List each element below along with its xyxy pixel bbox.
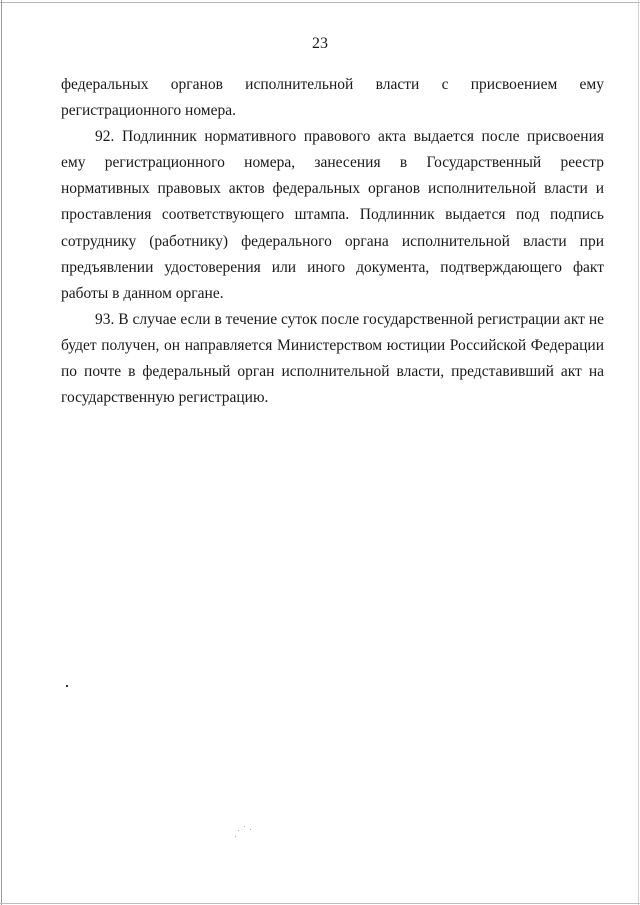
- page-edge-top: [0, 2, 640, 3]
- scan-speck: [238, 830, 239, 831]
- scan-mark-dot: [66, 685, 68, 687]
- paragraph-93: 93. В случае если в течение суток после государственной регистрации акт не будет получен, он направляется Министерством юстиции Российской Федерации по почте в федеральный орган исполнительной власти, представивший акт на государственную регистрацию.: [61, 310, 604, 407]
- document-body: [61, 72, 604, 411]
- paragraph-continuation: федеральных органов исполнительной власти с присвоением ему регистрационного номера.: [61, 76, 604, 120]
- scan-speck: [235, 836, 236, 837]
- page-edge-bottom: [0, 903, 640, 904]
- page-number: 23: [312, 35, 328, 52]
- paragraph-92: 92. Подлинник нормативного правового акта выдается после присвоения ему регистрационного номера, занесения в Государственный реестр нормативных правовых актов федеральных органов исполнительной власти и проставления соответствующего штампа. Подлинник выдается под подпись сотруднику (работнику) федерального органа исполнительной власти при предъявлении удостоверения или иного документа, подтверждающего факт работы в данном органе.: [61, 128, 604, 302]
- scan-speck: [250, 829, 251, 830]
- page-edge-left: [1, 0, 2, 905]
- page-edge-right: [638, 0, 639, 905]
- scan-speck: [244, 826, 245, 827]
